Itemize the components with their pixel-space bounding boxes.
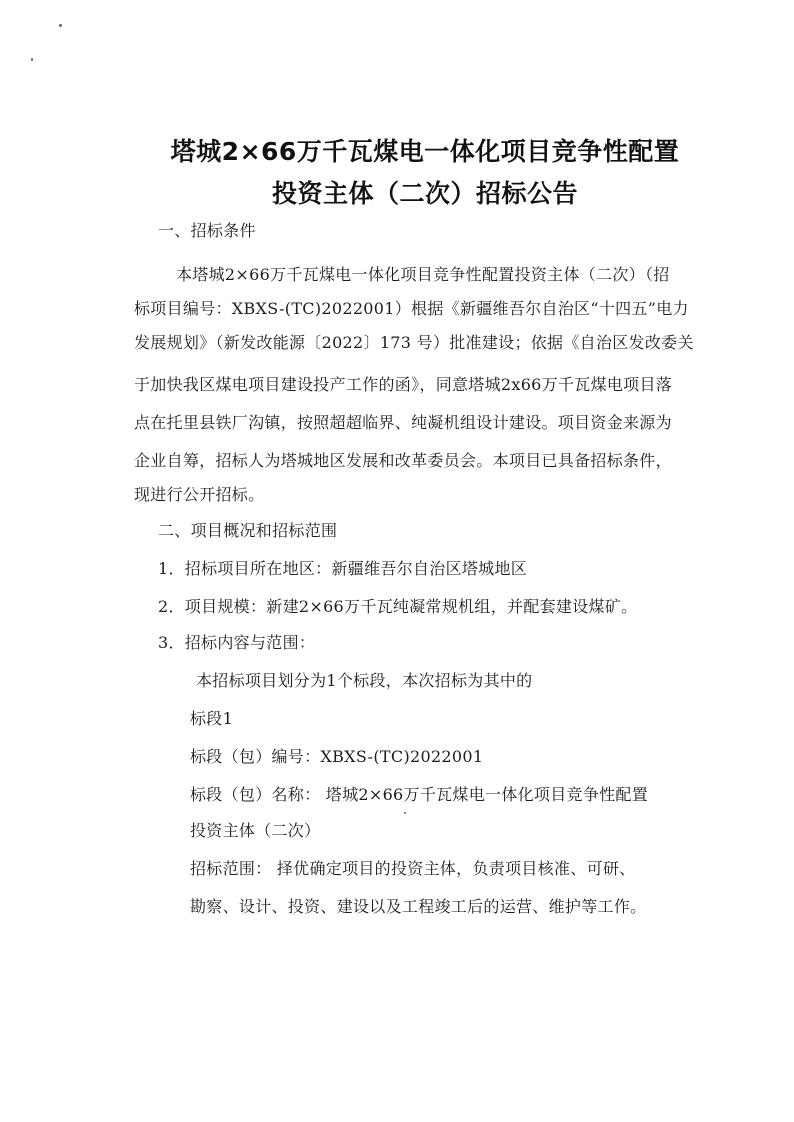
- section-1-paragraph-line: 标项目编号：XBXS-(TC)2022001）根据《新疆维吾尔自治区“十四五”电力: [134, 299, 689, 318]
- scan-speck: [404, 812, 406, 814]
- list-item: 3．招标内容与范围：: [158, 633, 316, 652]
- document-title-line-1: 塔城2×66万千瓦煤电一体化项目竞争性配置: [170, 137, 680, 166]
- section-1-paragraph-line: 于加快我区煤电项目建设投产工作的函》，同意塔城2x66万千瓦煤电项目落: [134, 375, 673, 394]
- document-title-line-2: 投资主体（二次）招标公告: [271, 179, 578, 208]
- section-1-heading: 一、招标条件: [158, 221, 256, 240]
- scope-line: 标段（包）编号：XBXS-(TC)2022001: [190, 747, 484, 766]
- scope-line: 标段1: [190, 709, 234, 728]
- scope-line: 本招标项目划分为1个标段，本次招标为其中的: [196, 671, 533, 690]
- section-2-heading: 二、项目概况和招标范围: [158, 521, 338, 540]
- scope-line: 投资主体（二次）: [190, 821, 321, 840]
- section-1-paragraph-line: 发展规划》（新发改能源〔2022〕173 号）批准建设；依据《自治区发改委关: [134, 333, 694, 352]
- section-1-paragraph-line: 现进行公开招标。: [134, 485, 265, 504]
- scan-speck: [59, 24, 62, 27]
- section-1-paragraph-line: 本塔城2×66万千瓦煤电一体化项目竞争性配置投资主体（二次）（招: [176, 265, 670, 284]
- scope-line: 招标范围： 择优确定项目的投资主体，负责项目核准、可研、: [190, 859, 636, 878]
- scope-line: 勘察、设计、投资、建设以及工程竣工后的运营、维护等工作。: [190, 897, 647, 916]
- scope-line: 标段（包）名称： 塔城2×66万千瓦煤电一体化项目竞争性配置: [190, 785, 649, 804]
- scan-speck: [31, 58, 33, 61]
- section-1-paragraph-line: 点在托里县铁厂沟镇，按照超超临界、纯凝机组设计建设。项目资金来源为: [134, 413, 672, 432]
- list-item: 2．项目规模：新建2×66万千瓦纯凝常规机组，并配套建设煤矿。: [158, 597, 638, 616]
- list-item: 1．招标项目所在地区：新疆维吾尔自治区塔城地区: [158, 559, 528, 578]
- section-1-paragraph-line: 企业自筹，招标人为塔城地区发展和改革委员会。本项目已具备招标条件，: [134, 451, 672, 470]
